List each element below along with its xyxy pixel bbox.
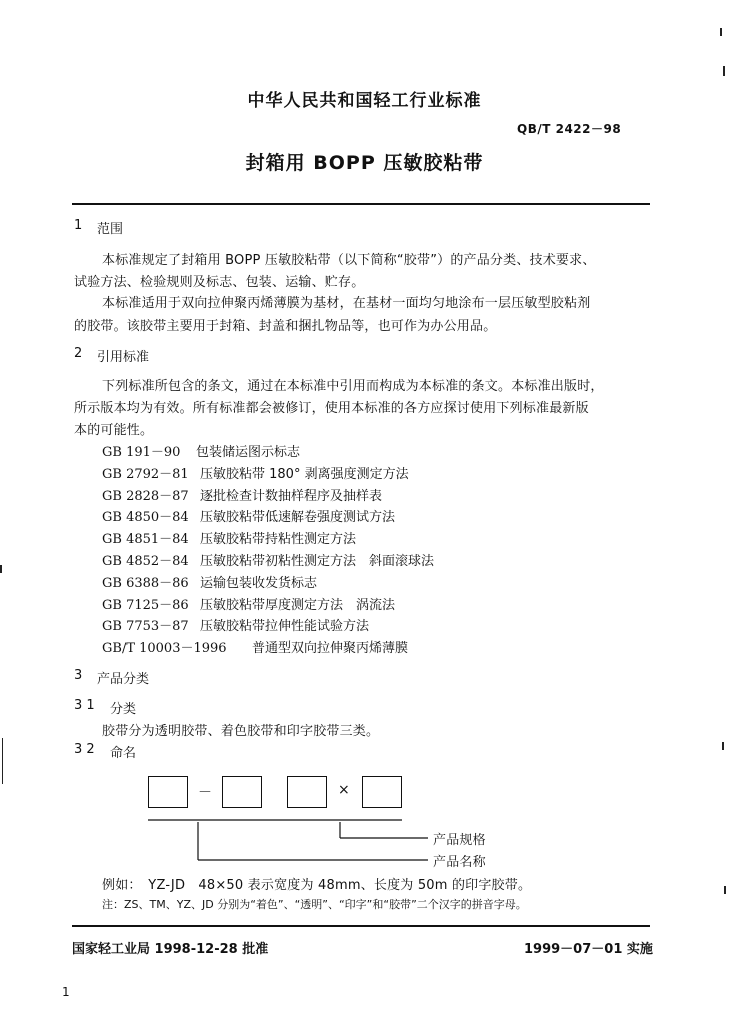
ref-code: GB 7753－87 bbox=[102, 619, 189, 634]
ref-code: GB 6388－86 bbox=[102, 576, 189, 591]
naming-times: × bbox=[338, 782, 350, 798]
section-1-paragraph: 试验方法、检验规则及标志、包装、运输、贮存。 bbox=[74, 275, 365, 290]
section-2-number: 2 bbox=[74, 346, 83, 361]
naming-example: 例如： YZ-JD 48×50 表示宽度为 48mm、长度为 50m 的印字胶带。 bbox=[102, 878, 532, 893]
section-2-paragraph: 下列标准所包含的条文，通过在本标准中引用而构成为本标准的条文。本标准出版时， bbox=[102, 379, 604, 394]
section-3-2-number: 3 2 bbox=[74, 742, 95, 757]
label-product-spec: 产品规格 bbox=[433, 833, 486, 848]
section-2-heading: 引用标准 bbox=[97, 350, 150, 365]
ref-code: GB 4851－84 bbox=[102, 532, 189, 547]
ref-code: GB 7125－86 bbox=[102, 598, 189, 613]
section-3-number: 3 bbox=[74, 668, 83, 683]
ref-name: 压敏胶粘带厚度测定方法 涡流法 bbox=[200, 598, 396, 613]
ref-name: 压敏胶粘带拉伸性能试验方法 bbox=[200, 619, 370, 634]
section-3-2-heading: 命名 bbox=[110, 746, 137, 761]
effective-date: 1999－07－01 实施 bbox=[524, 942, 653, 957]
section-1-paragraph: 本标准适用于双向拉伸聚丙烯薄膜为基材，在基材一面均匀地涂布一层压敏型胶粘剂 bbox=[102, 296, 591, 311]
ref-name: 运输包装收发货标志 bbox=[200, 576, 318, 591]
standard-code: QB/T 2422－98 bbox=[517, 122, 622, 136]
issuing-organization: 中华人民共和国轻工行业标准 bbox=[247, 91, 482, 111]
ref-name: 包装储运图示标志 bbox=[196, 445, 301, 460]
section-1-heading: 范围 bbox=[97, 222, 124, 237]
section-3-1-heading: 分类 bbox=[110, 702, 137, 717]
ref-code: GB/T 10003－1996 bbox=[102, 641, 227, 656]
section-3-1-number: 3 1 bbox=[74, 698, 95, 713]
ref-name: 压敏胶粘带初粘性测定方法 斜面滚球法 bbox=[200, 554, 435, 569]
ref-code: GB 4852－84 bbox=[102, 554, 189, 569]
ref-name: 逐批检查计数抽样程序及抽样表 bbox=[200, 489, 383, 504]
section-1-paragraph: 的胶带。该胶带主要用于封箱、封盖和捆扎物品等，也可作为办公用品。 bbox=[74, 319, 497, 334]
section-2-paragraph: 所示版本均为有效。所有标准都会被修订，使用本标准的各方应探讨使用下列标准最新版 bbox=[74, 401, 589, 416]
ref-code: GB 2828－87 bbox=[102, 489, 189, 504]
approval-statement: 国家轻工业局 1998-12-28 批准 bbox=[72, 942, 269, 957]
document-title: 封箱用 BOPP 压敏胶粘带 bbox=[245, 152, 484, 174]
naming-dash: － bbox=[198, 785, 212, 801]
section-3-1-text: 胶带分为透明胶带、着色胶带和印字胶带三类。 bbox=[102, 724, 380, 739]
section-3-heading: 产品分类 bbox=[97, 672, 150, 687]
section-2-paragraph: 本的可能性。 bbox=[74, 423, 154, 438]
ref-name: 压敏胶粘带持粘性测定方法 bbox=[200, 532, 357, 547]
ref-code: GB 4850－84 bbox=[102, 510, 189, 525]
page-number: 1 bbox=[62, 985, 70, 999]
section-1-paragraph: 本标准规定了封箱用 BOPP 压敏胶粘带（以下简称“胶带”）的产品分类、技术要求、 bbox=[102, 253, 596, 268]
label-product-name: 产品名称 bbox=[433, 855, 486, 870]
ref-name: 压敏胶粘带 180° 剥离强度测定方法 bbox=[200, 467, 409, 482]
ref-name: 压敏胶粘带低速解卷强度测试方法 bbox=[200, 510, 396, 525]
naming-note: 注：ZS、TM、YZ、JD 分别为“着色”、“透明”、“印字”和“胶带”二个汉字的拼音字母。 bbox=[102, 898, 527, 911]
footer-rule bbox=[72, 925, 650, 927]
ref-code: GB 2792－81 bbox=[102, 467, 189, 482]
section-1-number: 1 bbox=[74, 218, 83, 233]
ref-name: 普通型双向拉伸聚丙烯薄膜 bbox=[252, 641, 409, 656]
ref-code: GB 191－90 bbox=[102, 445, 181, 460]
